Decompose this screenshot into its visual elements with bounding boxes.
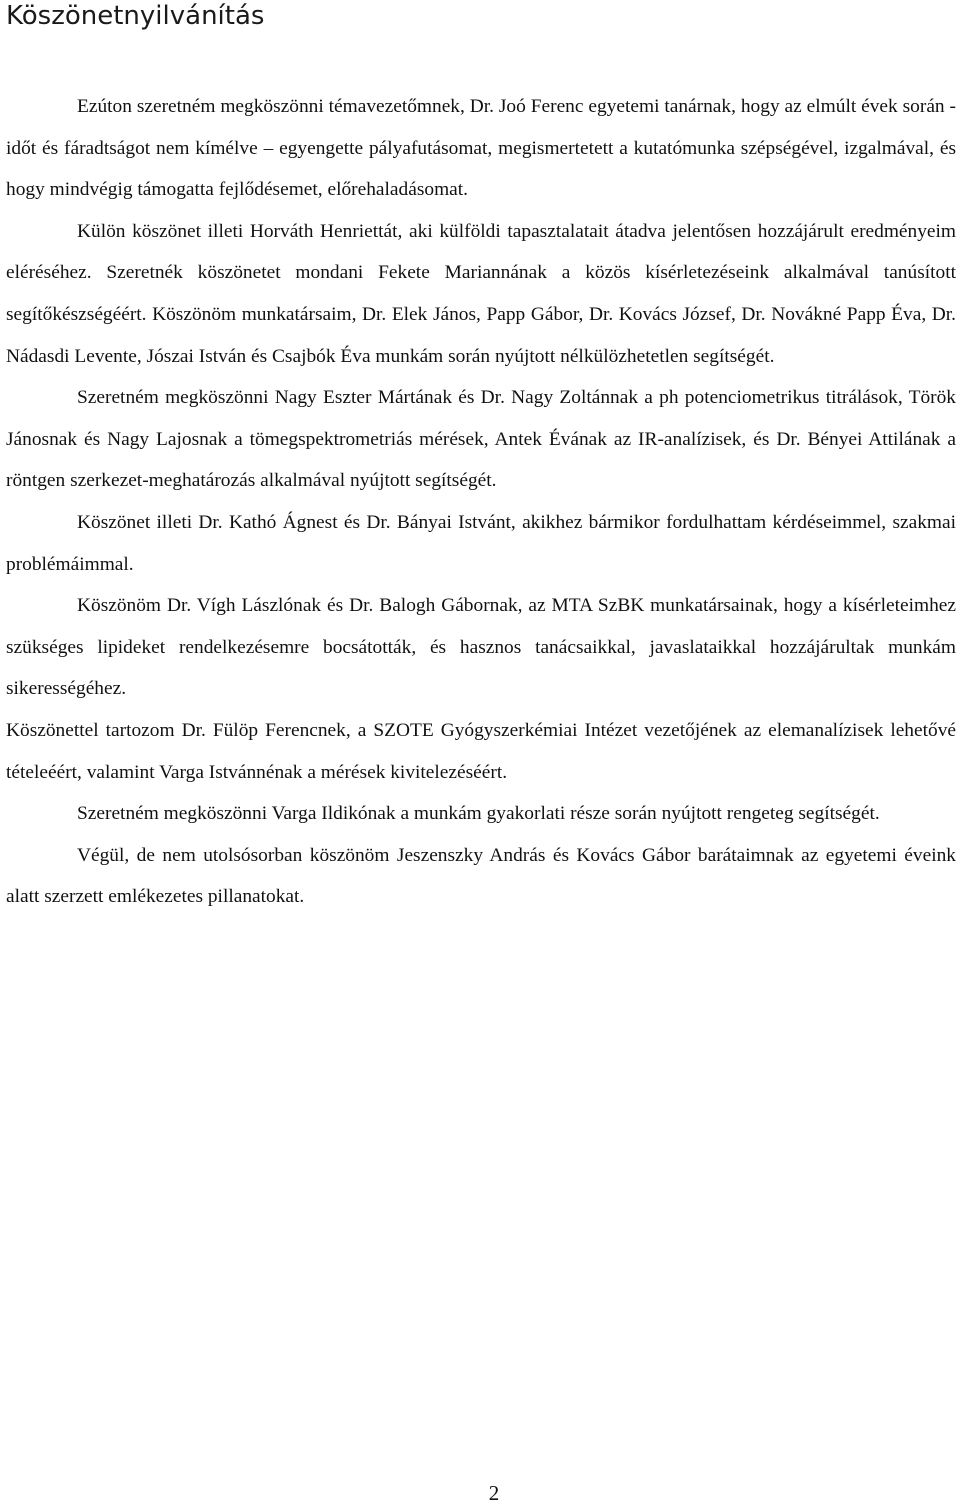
paragraph-2: Külön köszönet illeti Horváth Henriettát, aki külföldi tapasztalatait átadva jelentősen hozzájárult eredményeim eléréséhez. Szeretnék köszönetet mondani Fekete Mariannának a közös kísérletezéseink alkalmával tanúsított segítőkészségéért. Köszönöm munkatársaim, Dr. Elek János, Papp Gábor, Dr. Kovács József, Dr. Novákné Papp Éva, Dr. Nádasdi Levente, Jószai István és Csajbók Éva munkám során nyújtott nélkülözhetetlen segítségét. bbox=[6, 220, 956, 367]
acknowledgements-body bbox=[6, 86, 956, 918]
paragraph-7: Szeretném megköszönni Varga Ildikónak a munkám gyakorlati része során nyújtott rengeteg segítségét. bbox=[77, 803, 880, 825]
paragraph-8: Végül, de nem utolsósorban köszönöm Jeszenszky András és Kovács Gábor barátaimnak az egyetemi éveink alatt szerzett emlékezetes pillanatokat. bbox=[6, 844, 956, 908]
paragraph-5: Köszönöm Dr. Vígh Lászlónak és Dr. Balogh Gábornak, az MTA SzBK munkatársainak, hogy a kísérleteimhez szükséges lipideket rendelkezésemre bocsátották, és hasznos tanácsaikkal, javaslataikkal hozzájárultak munkám sikerességéhez. bbox=[6, 595, 956, 700]
page-title: Köszönetnyilvánítás bbox=[6, 1, 265, 31]
paragraph-4: Köszönet illeti Dr. Kathó Ágnest és Dr. Bányai Istvánt, akikhez bármikor fordulhattam kérdéseimmel, szakmai problémáimmal. bbox=[6, 511, 956, 575]
paragraph-3: Szeretném megköszönni Nagy Eszter Mártának és Dr. Nagy Zoltánnak a ph potenciometrikus titrálások, Török Jánosnak és Nagy Lajosnak a tömegspektrometriás mérések, Antek Évának az IR-analízisek, és Dr. Bényei Attilának a röntgen szerkezet-meghatározás alkalmával nyújtott segítségét. bbox=[6, 387, 956, 492]
paragraph-6: Köszönettel tartozom Dr. Fülöp Ferencnek, a SZOTE Gyógyszerkémiai Intézet vezetőjének az elemanalízisek lehetővé tételeéért, valamint Varga Istvánnénak a mérések kivitelezéséért. bbox=[6, 719, 956, 783]
paragraph-1: Ezúton szeretném megköszönni témavezetőmnek, Dr. Joó Ferenc egyetemi tanárnak, hogy az elmúlt évek során - időt és fáradtságot nem kímélve – egyengette pályafutásomat, megismertetett a kutatómunka szépségével, izgalmával, és hogy mindvégig támogatta fejlődésemet, előrehaladásomat. bbox=[6, 96, 956, 201]
page-number: 2 bbox=[488, 1481, 500, 1505]
